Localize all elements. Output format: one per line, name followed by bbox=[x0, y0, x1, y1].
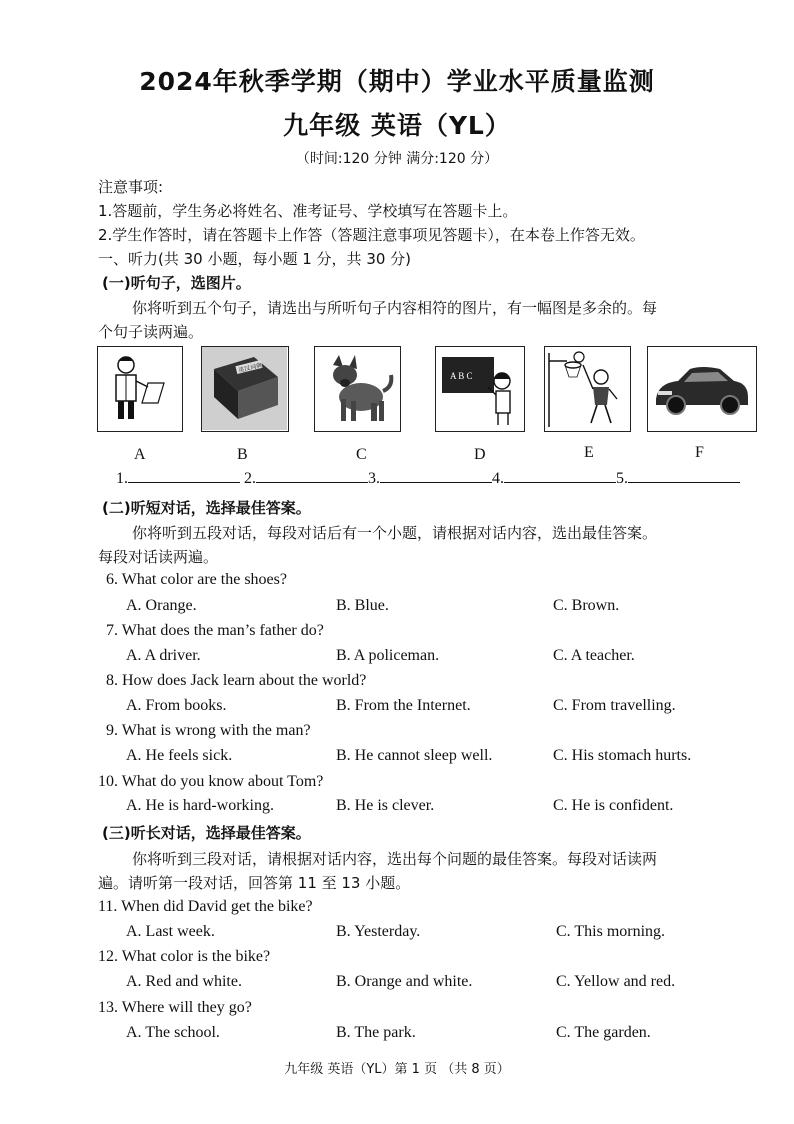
option-7c[interactable]: C. A teacher. bbox=[553, 647, 635, 664]
blank-number: 5. bbox=[616, 470, 628, 487]
blank-number: 3. bbox=[368, 470, 380, 487]
board-text: A B C bbox=[450, 371, 473, 381]
car-icon bbox=[648, 347, 755, 430]
question-7: 7. What does the man’s father do? bbox=[106, 622, 324, 639]
picture-b-dictionary bbox=[201, 346, 289, 432]
basketball-icon bbox=[545, 347, 629, 430]
option-9b[interactable]: B. He cannot sleep well. bbox=[336, 747, 493, 764]
option-10a[interactable]: A. He is hard-working. bbox=[126, 797, 274, 814]
book-icon bbox=[202, 347, 287, 430]
page-footer: 九年级 英语（YL）第 1 页 （共 8 页） bbox=[284, 1062, 510, 1077]
option-9c[interactable]: C. His stomach hurts. bbox=[553, 747, 692, 764]
option-13b[interactable]: B. The park. bbox=[336, 1024, 416, 1041]
doctor-icon bbox=[98, 347, 181, 430]
picture-letter-b: B bbox=[237, 446, 248, 463]
option-8b[interactable]: B. From the Internet. bbox=[336, 697, 471, 714]
blackboard-icon bbox=[436, 347, 523, 430]
option-11c[interactable]: C. This morning. bbox=[556, 923, 666, 940]
option-6a[interactable]: A. Orange. bbox=[126, 597, 197, 614]
picture-letter-e: E bbox=[584, 444, 594, 461]
sec2-heading: (二)听短对话，选择最佳答案。 bbox=[102, 499, 311, 517]
sec1-instruction-2: 个句子读两遍。 bbox=[98, 323, 204, 341]
option-6b[interactable]: B. Blue. bbox=[336, 597, 389, 614]
option-8c[interactable]: C. From travelling. bbox=[553, 697, 676, 714]
sec1-heading: (一)听句子，选图片。 bbox=[102, 274, 251, 292]
option-12b[interactable]: B. Orange and white. bbox=[336, 973, 473, 990]
sec1-instruction-1: 你将听到五个句子，请选出与所听句子内容相符的图片，有一幅图是多余的。每 bbox=[132, 299, 658, 317]
dog-icon bbox=[315, 347, 399, 430]
picture-letter-a: A bbox=[134, 446, 146, 463]
picture-f-car bbox=[647, 346, 757, 432]
option-11b[interactable]: B. Yesterday. bbox=[336, 923, 421, 940]
part1-heading: 一、听力(共 30 小题，每小题 1 分，共 30 分) bbox=[98, 250, 412, 268]
picture-letter-c: C bbox=[356, 446, 367, 463]
option-10b[interactable]: B. He is clever. bbox=[336, 797, 435, 814]
picture-letter-d: D bbox=[474, 446, 486, 463]
question-11: 11. When did David get the bike? bbox=[98, 898, 313, 915]
option-6c[interactable]: C. Brown. bbox=[553, 597, 620, 614]
sec2-instruction-2: 每段对话读两遍。 bbox=[98, 548, 219, 566]
answer-blank-4[interactable] bbox=[492, 468, 616, 488]
note-item-2: 2.学生作答时，请在答题卡上作答（答题注意事项见答题卡），在本卷上作答无效。 bbox=[98, 226, 645, 244]
picture-c-dog bbox=[314, 346, 401, 432]
sec3-instruction-1: 你将听到三段对话，请根据对话内容，选出每个问题的最佳答案。每段对话读两 bbox=[132, 850, 658, 868]
question-12: 12. What color is the bike? bbox=[98, 948, 271, 965]
question-8: 8. How does Jack learn about the world? bbox=[106, 672, 367, 689]
question-10: 10. What do you know about Tom? bbox=[98, 773, 324, 790]
answer-blank-1[interactable] bbox=[116, 468, 240, 488]
blank-number: 4. bbox=[492, 470, 504, 487]
option-13a[interactable]: A. The school. bbox=[126, 1024, 220, 1041]
option-7a[interactable]: A. A driver. bbox=[126, 647, 201, 664]
option-7b[interactable]: B. A policeman. bbox=[336, 647, 440, 664]
sec3-instruction-2: 遍。请听第一段对话，回答第 11 至 13 小题。 bbox=[98, 874, 411, 892]
sec2-instruction-1: 你将听到五段对话，每段对话后有一个小题，请根据对话内容，选出最佳答案。 bbox=[132, 524, 658, 542]
question-6: 6. What color are the shoes? bbox=[106, 571, 287, 588]
picture-letter-f: F bbox=[695, 444, 704, 461]
option-9a[interactable]: A. He feels sick. bbox=[126, 747, 233, 764]
blank-number: 1. bbox=[116, 470, 128, 487]
blank-number: 2. bbox=[244, 470, 256, 487]
book-title-text: 英汉词典 bbox=[237, 361, 263, 375]
option-10c[interactable]: C. He is confident. bbox=[553, 797, 674, 814]
option-11a[interactable]: A. Last week. bbox=[126, 923, 215, 940]
question-13: 13. Where will they go? bbox=[98, 999, 252, 1016]
note-item-1: 1.答题前，学生务必将姓名、准考证号、学校填写在答题卡上。 bbox=[98, 202, 518, 220]
answer-blank-2[interactable] bbox=[244, 468, 368, 488]
option-12c[interactable]: C. Yellow and red. bbox=[556, 973, 676, 990]
picture-e-basketball bbox=[544, 346, 631, 432]
answer-blank-3[interactable] bbox=[368, 468, 492, 488]
answer-blank-5[interactable] bbox=[616, 468, 740, 488]
question-9: 9. What is wrong with the man? bbox=[106, 722, 311, 739]
picture-a-doctor bbox=[97, 346, 183, 432]
sec3-heading: (三)听长对话，选择最佳答案。 bbox=[102, 824, 311, 842]
option-13c[interactable]: C. The garden. bbox=[556, 1024, 651, 1041]
option-12a[interactable]: A. Red and white. bbox=[126, 973, 242, 990]
picture-d-teacher bbox=[435, 346, 525, 432]
exam-subtitle: 九年级 英语（YL） bbox=[283, 111, 511, 140]
exam-title: 2024年秋季学期（期中）学业水平质量监测 bbox=[139, 67, 655, 96]
notes-heading: 注意事项: bbox=[98, 178, 164, 196]
time-info: （时间:120 分钟 满分:120 分） bbox=[295, 151, 499, 167]
option-8a[interactable]: A. From books. bbox=[126, 697, 227, 714]
